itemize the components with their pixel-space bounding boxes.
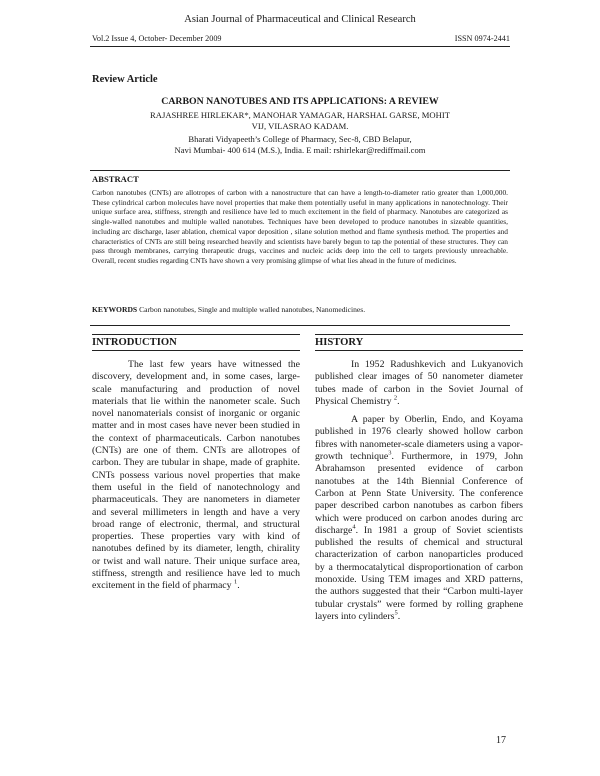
volume-info: Vol.2 Issue 4, October- December 2009 xyxy=(92,34,222,43)
citation-ref[interactable]: 5 xyxy=(394,609,398,617)
header-divider xyxy=(90,46,510,47)
history-paragraph-2 xyxy=(315,414,523,623)
history-text: A paper by Oberlin, Endo, and Koyama published in 1976 clearly showed hollow carbon fibres with nanometer-scale diameters using a vapor-growth technique xyxy=(315,414,523,463)
authors: RAJASHREE HIRLEKAR*, MANOHAR YAMAGAR, HARSHAL GARSE, MOHIT VIJ, VILASRAO KADAM. xyxy=(150,110,450,131)
history-text: In 1952 Radushkevich and Lukyanovich published clear images of 50 nanometer diameter tubes made of carbon in the Soviet Journal of Physical Chemistry xyxy=(315,359,523,407)
history-text: . In 1981 a group of Soviet scientists published the results of chemical and structural characterization of carbon nanoparticles produced by a thermocatalytical disproportionation of carbon monoxide. Using TEM images and XRD patterns, the authors suggested that their “Carbon multi-layer tubular crystals” were formed by rolling graphene layers into cylinders xyxy=(315,524,523,622)
keywords xyxy=(92,305,508,314)
affiliation-line-1: Bharati Vidyapeeth’s College of Pharmacy, Sec-8, CBD Belapur, xyxy=(188,134,412,144)
introduction-text: The last few years have witnessed the discovery, development and, in some cases, large-scale manufacturing and production of novel materials that lie within the nanometer scale. Such novel nanomaterials consist of inorganic or organic matter and in most cases have never been studied in the context of pharmaceuticals. Carbon nanotubes (CNTs) are one of them. CNTs are allotropes of carbon. They are tubular in shape, made of graphite. CNTs possess various novel properties that make them useful in the field of nanotechnology and pharmaceuticals. They are nanometers in diameter and several millimeters in length and have a very broad range of electronic, thermal, and structural properties. These properties vary with kind of nanotubes defined by its diameter, length, chirality or twist and wall nature. Their unique surface area, stiffness, strength and resilience have led to much excitement in the field of pharmacy xyxy=(92,359,300,592)
history-text: . Furthermore, in 1979, John Abrahamson presented evidence of carbon nanotubes at the 14th Biennial Conference of Carbon at Penn State University. The conference paper described carbon nanotubes as carbon fibers which were produced on carbon anodes during arc discharge xyxy=(315,451,523,536)
journal-title: Asian Journal of Pharmaceutical and Clinical Research xyxy=(184,14,416,25)
history-paragraph-1 xyxy=(315,359,523,408)
abstract-text: Carbon nanotubes (CNTs) are allotropes of carbon with a nanostructure that can have a length-to-diameter ratio greater than 1,000,000. These cylindrical carbon molecules have novel properties that make them potentially useful in many applications in nanotechnology. Their unique surface area, stiffness, strength and resilience have led to much excitement in the field of pharmacy. Nanotubes are categorized as single-walled nanotubes and multiple walled nanotubes. Techniques have been developed to produce nanotubes in sizeable quantities, including arc discharge, laser ablation, chemical vapor deposition , silane solution method and flame synthesis method. The properties and characteristics of CNTs are still being researched heavily and scientists have barely begun to tap the potential of these structures. They can pass through membranes, carrying therapeutic drugs, vaccines and nucleic acids deep into the cell to targets previously unreachable. Overall, recent studies regarding CNTs have shown a very promising glimpse of what lies ahead in the future of medicines. xyxy=(92,188,508,265)
keywords-text: Carbon nanotubes, Single and multiple walled nanotubes, Nanomedicines. xyxy=(139,305,366,314)
history-section xyxy=(315,334,523,623)
introduction-paragraph xyxy=(92,359,300,593)
sentence-end: . xyxy=(397,395,400,407)
introduction-body xyxy=(92,359,300,593)
paper-title: CARBON NANOTUBES AND ITS APPLICATIONS: A REVIEW xyxy=(161,96,439,107)
affiliation-line-2: Navi Mumbai- 400 614 (M.S.), India. E mail: rshirlekar@rediffmail.com xyxy=(174,145,426,155)
section-divider xyxy=(92,350,300,351)
abstract-heading: ABSTRACT xyxy=(92,174,139,184)
history-body xyxy=(315,359,523,623)
abstract-bottom-divider xyxy=(90,325,510,326)
citation-ref[interactable]: 4 xyxy=(352,523,356,531)
introduction-heading: INTRODUCTION xyxy=(92,337,177,348)
citation-ref[interactable]: 2 xyxy=(393,394,398,402)
page-number: 17 xyxy=(496,735,506,746)
citation-ref[interactable]: 1 xyxy=(234,579,238,587)
sentence-end: . xyxy=(397,610,401,622)
citation-ref[interactable]: 3 xyxy=(388,449,392,457)
article-type: Review Article xyxy=(92,74,158,85)
history-heading: HISTORY xyxy=(315,337,364,348)
section-divider xyxy=(315,350,523,351)
abstract-top-divider xyxy=(90,170,510,171)
introduction-section xyxy=(92,334,300,593)
sentence-end: . xyxy=(237,580,240,592)
affiliation xyxy=(150,134,450,156)
keywords-label: KEYWORDS xyxy=(92,305,138,314)
issn: ISSN 0974-2441 xyxy=(454,34,510,43)
